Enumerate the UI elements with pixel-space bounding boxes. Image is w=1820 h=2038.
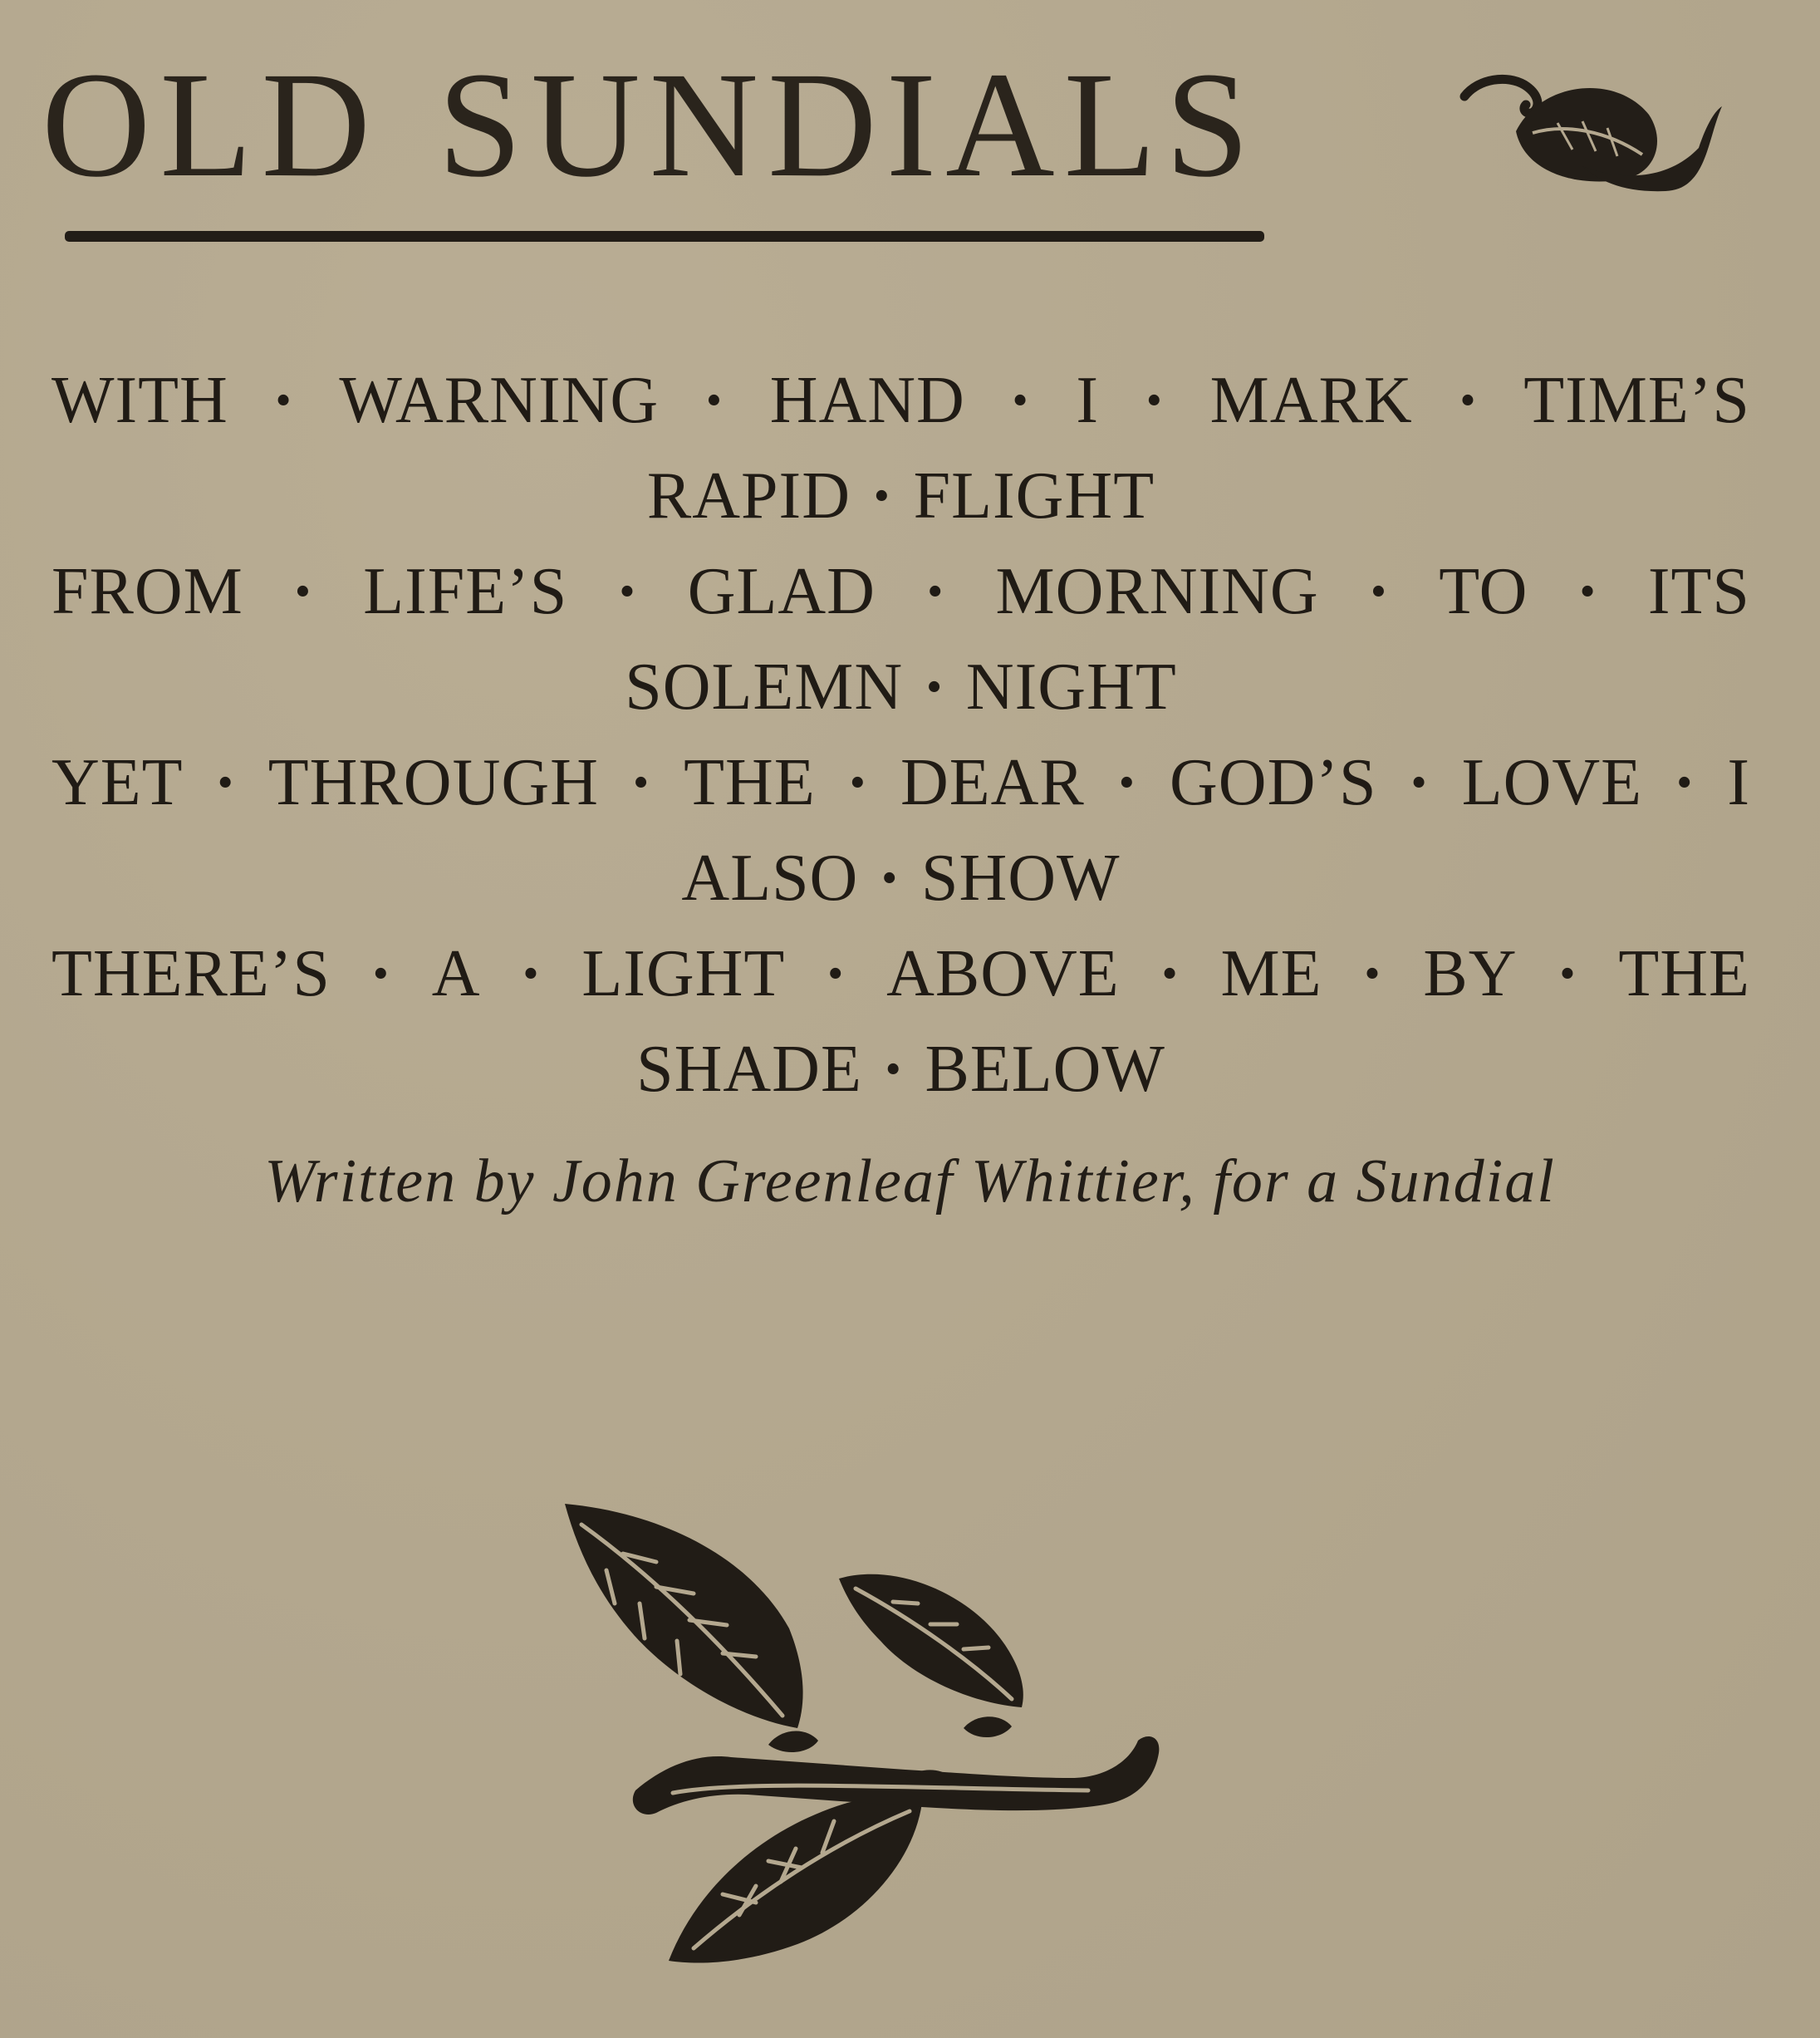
verse-line [52, 735, 1750, 831]
verse-word: LIGHT [581, 937, 786, 1010]
separator-dot: · [881, 1033, 905, 1106]
verse-word: THROUGH [267, 746, 599, 819]
separator-dot: · [870, 459, 894, 533]
verse-word: ABOVE [886, 937, 1120, 1010]
separator-dot: · [1158, 937, 1182, 1010]
verse-word: FLIGHT [913, 459, 1155, 533]
title-word-old: OLD [42, 42, 380, 209]
leaf-sprig-icon [1458, 73, 1724, 198]
verse-word: BY [1423, 937, 1518, 1010]
separator-dot: · [213, 746, 238, 819]
verse-word: RAPID [646, 459, 851, 533]
verse-word: MORNING [995, 555, 1319, 628]
verse-word: TO [1439, 555, 1528, 628]
verse-word: NIGHT [965, 651, 1177, 724]
verse-word: THE [1618, 937, 1750, 1010]
separator-dot: · [630, 746, 653, 819]
verse-word: DEAR [900, 746, 1085, 819]
separator-dot: · [1361, 937, 1385, 1010]
verse-word: YET [52, 746, 184, 819]
separator-dot: · [1116, 746, 1139, 819]
verse-word: A [431, 937, 481, 1010]
verse-word: WARNING [339, 364, 660, 437]
separator-dot: · [846, 746, 870, 819]
verse-word: WITH [52, 364, 228, 437]
verse-line [52, 640, 1750, 735]
separator-dot: · [1556, 937, 1580, 1010]
separator-dot: · [272, 364, 296, 437]
verse-line [52, 831, 1750, 926]
verse-line [52, 353, 1750, 449]
verse-word: ME [1220, 937, 1322, 1010]
separator-dot: · [1673, 746, 1697, 819]
verse-line [52, 449, 1750, 544]
separator-dot: · [923, 651, 946, 724]
verse-word: HAND [769, 364, 965, 437]
verse-word: MARK [1209, 364, 1413, 437]
separator-dot: · [1456, 364, 1480, 437]
separator-dot: · [1367, 555, 1391, 628]
verse-word: ITS [1647, 555, 1750, 628]
verse-word: SHADE [636, 1033, 862, 1106]
separator-dot: · [1407, 746, 1431, 819]
verse-line [52, 544, 1750, 640]
verse-word: FROM [52, 555, 243, 628]
separator-dot: · [703, 364, 726, 437]
verse-word: LOVE [1461, 746, 1643, 819]
verse-line [52, 926, 1750, 1022]
title-underline-rule [65, 231, 1264, 242]
title-word-sundials: SUNDIALS [438, 42, 1259, 209]
verse-word: GOD’S [1170, 746, 1377, 819]
separator-dot: · [1143, 364, 1166, 437]
verse-word: TIME’S [1523, 364, 1750, 437]
verse-word: ALSO [681, 842, 859, 915]
verse-word: GLAD [687, 555, 876, 628]
separator-dot: · [616, 555, 640, 628]
verse-word: I [1727, 746, 1750, 819]
separator-dot: · [369, 937, 393, 1010]
leaf-branch-icon [557, 1504, 1238, 1969]
verse-word: THERE’S [52, 937, 331, 1010]
separator-dot: · [824, 937, 848, 1010]
page-title [42, 42, 1259, 209]
attribution-credit: Written by John Greenleaf Whittier, for a Sundial [264, 1147, 1556, 1215]
separator-dot: · [292, 555, 315, 628]
verse-line [52, 1022, 1750, 1117]
separator-dot: · [924, 555, 948, 628]
separator-dot: · [519, 937, 543, 1010]
verse-word: I [1076, 364, 1100, 437]
verse-word: LIFE’S [363, 555, 568, 628]
verse-word: SHOW [921, 842, 1121, 915]
verse-word: THE [684, 746, 816, 819]
separator-dot: · [1008, 364, 1033, 437]
verse-word: BELOW [925, 1033, 1165, 1106]
separator-dot: · [1576, 555, 1600, 628]
separator-dot: · [878, 842, 902, 915]
verse [52, 353, 1750, 1117]
verse-word: SOLEMN [625, 651, 904, 724]
